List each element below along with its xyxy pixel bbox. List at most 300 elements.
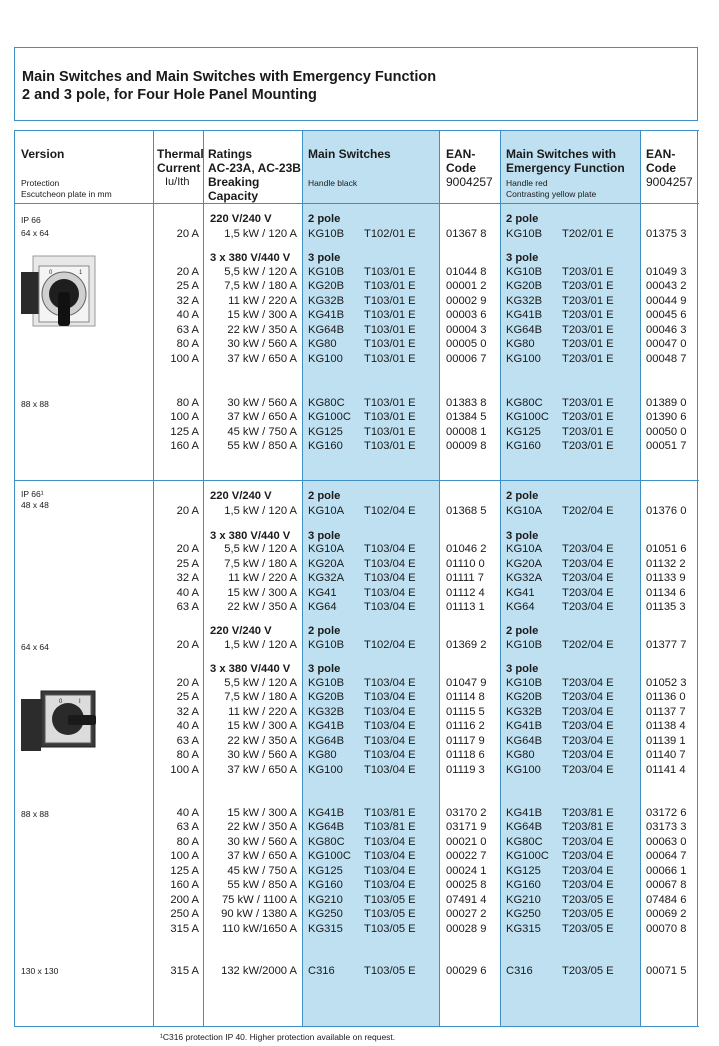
thermal-current: 40 A xyxy=(176,807,199,819)
emergency-switch-type: KG41 xyxy=(506,587,535,599)
main-switch-type: KG64B xyxy=(308,324,345,336)
emergency-switch-code: T203/81 E xyxy=(562,807,614,819)
emergency-switch-code: T203/01 E xyxy=(562,353,614,365)
header-version-sub2: Escutcheon plate in mm xyxy=(21,189,112,199)
thermal-current: 315 A xyxy=(170,965,199,977)
ean-code-2: 03172 6 xyxy=(646,807,687,819)
emergency-switch-code: T203/81 E xyxy=(562,821,614,833)
ean-code-2: 00071 5 xyxy=(646,965,687,977)
emergency-switch-type: KG80C xyxy=(506,397,543,409)
main-switch-code: T103/05 E xyxy=(364,908,416,920)
version-label: 88 x 88 xyxy=(21,809,49,819)
ean-code-2: 00051 7 xyxy=(646,440,687,452)
main-switch-type: KG64 xyxy=(308,601,337,613)
main-switch-type: KG80 xyxy=(308,749,337,761)
header-ean2-1: EAN- xyxy=(646,147,676,161)
emergency-switch-code: T203/04 E xyxy=(562,706,614,718)
emergency-switch-code: T203/01 E xyxy=(562,411,614,423)
ean-code: 01367 8 xyxy=(446,228,487,240)
emergency-switch-type: KG32B xyxy=(506,295,543,307)
ean-code: 01368 5 xyxy=(446,505,487,517)
main-switch-code: T103/04 E xyxy=(364,601,416,613)
thermal-current: 200 A xyxy=(170,894,199,906)
ean-code-2: 01389 0 xyxy=(646,397,687,409)
emergency-switch-type: KG64 xyxy=(506,601,535,613)
thermal-current: 160 A xyxy=(170,440,199,452)
main-switch-code: T103/05 E xyxy=(364,894,416,906)
ean-code: 01119 3 xyxy=(446,764,485,776)
main-switch-type: KG10B xyxy=(308,677,345,689)
rating-value: 45 kW / 750 A xyxy=(227,865,297,877)
ean-code: 00004 3 xyxy=(446,324,487,336)
ean-code: 00024 1 xyxy=(446,865,487,877)
header-version-sub1: Protection xyxy=(21,178,60,188)
thermal-current: 80 A xyxy=(176,836,199,848)
rating-value: 5,5 kW / 120 A xyxy=(224,543,297,555)
rating-value: 132 kW/2000 A xyxy=(221,965,297,977)
main-switch-code: T103/04 E xyxy=(364,677,416,689)
ean-code-2: 01133 9 xyxy=(646,572,686,584)
ean-code: 07491 4 xyxy=(446,894,487,906)
main-switch-code: T103/01 E xyxy=(364,397,416,409)
svg-text:1: 1 xyxy=(79,270,83,276)
version-label: IP 66 xyxy=(21,215,41,225)
main-switch-code: T102/01 E xyxy=(364,228,416,240)
main-switch-code: T103/04 E xyxy=(364,865,416,877)
emergency-switch-code: T203/01 E xyxy=(562,440,614,452)
rating-value: 7,5 kW / 180 A xyxy=(224,691,297,703)
title-line-1: Main Switches and Main Switches with Emergency Function xyxy=(22,69,437,85)
rating-value: 30 kW / 560 A xyxy=(227,836,297,848)
ean-code-2: 01140 7 xyxy=(646,749,686,761)
divider xyxy=(302,130,303,1027)
thermal-current: 125 A xyxy=(170,426,199,438)
pole-heading: 2 pole xyxy=(506,213,539,225)
main-switch-type: KG10A xyxy=(308,505,345,517)
main-switch-code: T103/04 E xyxy=(364,706,416,718)
main-switch-code: T103/01 E xyxy=(364,411,416,423)
main-switch-code: T103/04 E xyxy=(364,691,416,703)
rating-value: 55 kW / 850 A xyxy=(227,879,297,891)
header-version: Version xyxy=(21,147,65,161)
divider xyxy=(15,130,699,131)
ean-code: 01044 8 xyxy=(446,266,487,278)
thermal-current: 125 A xyxy=(170,865,199,877)
switch-photo-48 xyxy=(19,685,101,765)
emergency-switch-code: T203/01 E xyxy=(562,266,614,278)
ean-code: 01114 8 xyxy=(446,691,485,703)
thermal-current: 20 A xyxy=(176,266,199,278)
header-ratings-2: AC-23A, AC-23B xyxy=(208,161,301,175)
divider xyxy=(439,130,440,1027)
ean-code: 01117 9 xyxy=(446,735,485,747)
main-switch-code: T103/05 E xyxy=(364,923,416,935)
ean-code: 01046 2 xyxy=(446,543,487,555)
pole-heading: 3 pole xyxy=(506,663,539,675)
ean-code-2: 00046 3 xyxy=(646,324,687,336)
rating-value: 45 kW / 750 A xyxy=(227,426,297,438)
emergency-switch-code: T203/01 E xyxy=(562,295,614,307)
ean-code-2: 00050 0 xyxy=(646,426,687,438)
main-switch-type: KG64B xyxy=(308,821,345,833)
emergency-switch-type: KG100 xyxy=(506,353,541,365)
main-switch-type: KG10B xyxy=(308,639,345,651)
ean-code: 00003 6 xyxy=(446,309,487,321)
main-switch-code: T103/04 E xyxy=(364,735,416,747)
main-switch-code: T103/01 E xyxy=(364,426,416,438)
title-line-2: 2 and 3 pole, for Four Hole Panel Mounting xyxy=(22,87,317,103)
thermal-current: 32 A xyxy=(176,706,199,718)
emergency-switch-type: KG80C xyxy=(506,836,543,848)
main-switch-type: KG80C xyxy=(308,397,345,409)
rating-value: 5,5 kW / 120 A xyxy=(224,266,297,278)
pole-heading: 3 pole xyxy=(308,252,341,264)
ean-code: 01369 2 xyxy=(446,639,487,651)
main-switch-type: KG20B xyxy=(308,280,345,292)
pole-heading: 3 pole xyxy=(506,530,539,542)
main-switch-code: T103/01 E xyxy=(364,440,416,452)
emergency-switch-code: T202/04 E xyxy=(562,505,614,517)
thermal-current: 100 A xyxy=(170,353,199,365)
ean-code: 01116 2 xyxy=(446,720,485,732)
header-main-sub: Handle black xyxy=(308,178,358,188)
emergency-switch-type: KG10B xyxy=(506,266,543,278)
main-switch-type: KG80C xyxy=(308,836,345,848)
thermal-current: 160 A xyxy=(170,879,199,891)
emergency-switch-type: KG100C xyxy=(506,850,549,862)
rating-value: 37 kW / 650 A xyxy=(227,353,297,365)
emergency-switch-code: T203/01 E xyxy=(562,280,614,292)
emergency-switch-type: KG100C xyxy=(506,411,549,423)
rating-value: 15 kW / 300 A xyxy=(227,807,297,819)
main-switch-type: KG64B xyxy=(308,735,345,747)
thermal-current: 100 A xyxy=(170,411,199,423)
main-switch-type: KG125 xyxy=(308,426,343,438)
main-switch-code: T103/01 E xyxy=(364,338,416,350)
ean-code-2: 00063 0 xyxy=(646,836,687,848)
svg-text:0: 0 xyxy=(49,270,53,276)
main-switch-code: T103/04 E xyxy=(364,836,416,848)
main-switch-code: T103/04 E xyxy=(364,543,416,555)
svg-text:0: 0 xyxy=(59,699,63,705)
emergency-switch-code: T202/04 E xyxy=(562,639,614,651)
main-switch-code: T103/01 E xyxy=(364,280,416,292)
ean-code: 01113 1 xyxy=(446,601,485,613)
ean-code: 00001 2 xyxy=(446,280,487,292)
rating-value: 15 kW / 300 A xyxy=(227,309,297,321)
ean-code-2: 00043 2 xyxy=(646,280,687,292)
product-table xyxy=(14,130,698,1027)
pole-heading: 2 pole xyxy=(308,490,341,502)
ean-code-2: 01138 4 xyxy=(646,720,686,732)
ean-code: 01383 8 xyxy=(446,397,487,409)
ean-code-2: 00067 8 xyxy=(646,879,687,891)
main-switch-code: T103/04 E xyxy=(364,587,416,599)
emergency-switch-type: KG125 xyxy=(506,426,541,438)
ean-code-2: 00045 6 xyxy=(646,309,687,321)
header-ean-2: Code xyxy=(446,161,476,175)
thermal-current: 40 A xyxy=(176,587,199,599)
main-switch-type: KG41B xyxy=(308,807,345,819)
emergency-switch-type: KG41B xyxy=(506,309,543,321)
thermal-current: 63 A xyxy=(176,735,199,747)
main-switch-type: KG41B xyxy=(308,720,345,732)
thermal-current: 20 A xyxy=(176,228,199,240)
emergency-switch-code: T203/04 E xyxy=(562,735,614,747)
ean-code-2: 00047 0 xyxy=(646,338,687,350)
ean-code-2: 01141 4 xyxy=(646,764,686,776)
main-switch-type: KG10A xyxy=(308,543,345,555)
ean-code: 01118 6 xyxy=(446,749,485,761)
emergency-switch-type: KG250 xyxy=(506,908,541,920)
main-switch-type: KG41B xyxy=(308,309,345,321)
rating-value: 15 kW / 300 A xyxy=(227,720,297,732)
pole-heading: 2 pole xyxy=(506,625,539,637)
thermal-current: 40 A xyxy=(176,309,199,321)
main-switch-type: KG10B xyxy=(308,228,345,240)
ean-code: 00022 7 xyxy=(446,850,487,862)
emergency-switch-type: KG10B xyxy=(506,639,543,651)
thermal-current: 32 A xyxy=(176,295,199,307)
main-switch-type: KG32A xyxy=(308,572,345,584)
ean-code: 01110 0 xyxy=(446,558,485,570)
pole-heading: 2 pole xyxy=(308,213,341,225)
emergency-switch-code: T203/05 E xyxy=(562,908,614,920)
header-emergency-sub1: Handle red xyxy=(506,178,548,188)
thermal-current: 80 A xyxy=(176,338,199,350)
rating-value: 30 kW / 560 A xyxy=(227,749,297,761)
emergency-switch-type: KG10B xyxy=(506,677,543,689)
thermal-current: 315 A xyxy=(170,923,199,935)
rating-value: 22 kW / 350 A xyxy=(227,821,297,833)
main-switch-type: KG41 xyxy=(308,587,337,599)
emergency-switch-type: KG32B xyxy=(506,706,543,718)
thermal-current: 63 A xyxy=(176,601,199,613)
main-switch-code: T103/04 E xyxy=(364,720,416,732)
ean-code-2: 00044 9 xyxy=(646,295,687,307)
emergency-switch-code: T203/04 E xyxy=(562,601,614,613)
version-label: 130 x 130 xyxy=(21,966,59,976)
ean-code-2: 01375 3 xyxy=(646,228,687,240)
rating-value: 11 kW / 220 A xyxy=(228,706,297,718)
header-thermal-1: Thermal xyxy=(157,147,204,161)
ean-code-2: 01049 3 xyxy=(646,266,687,278)
main-switch-code: T103/01 E xyxy=(364,266,416,278)
header-ean2-2: Code xyxy=(646,161,676,175)
ean-code: 01047 9 xyxy=(446,677,487,689)
ean-code: 01112 4 xyxy=(446,587,485,599)
pole-heading: 3 pole xyxy=(308,530,341,542)
thermal-current: 20 A xyxy=(176,677,199,689)
ean-code-2: 00066 1 xyxy=(646,865,687,877)
emergency-switch-code: T203/05 E xyxy=(562,894,614,906)
voltage-heading: 3 x 380 V/440 V xyxy=(210,530,291,542)
rating-value: 55 kW / 850 A xyxy=(227,440,297,452)
emergency-switch-code: T203/04 E xyxy=(562,587,614,599)
voltage-heading: 3 x 380 V/440 V xyxy=(210,252,291,264)
main-switch-type: KG10B xyxy=(308,266,345,278)
rating-value: 22 kW / 350 A xyxy=(227,735,297,747)
header-ratings-4: Capacity xyxy=(208,189,259,203)
main-switch-code: T103/05 E xyxy=(364,965,416,977)
emergency-switch-type: KG41B xyxy=(506,720,543,732)
emergency-switch-code: T203/05 E xyxy=(562,923,614,935)
ean-code: 00021 0 xyxy=(446,836,487,848)
rating-value: 15 kW / 300 A xyxy=(227,587,297,599)
divider xyxy=(640,130,641,1027)
divider xyxy=(203,130,204,1027)
thermal-current: 25 A xyxy=(176,280,199,292)
thermal-current: 20 A xyxy=(176,543,199,555)
ean-code-2: 00064 7 xyxy=(646,850,687,862)
thermal-current: 20 A xyxy=(176,505,199,517)
emergency-switch-code: T203/04 E xyxy=(562,558,614,570)
header-ean-3: 9004257 xyxy=(446,175,493,189)
version-label: 64 x 64 xyxy=(21,228,49,238)
rating-value: 1,5 kW / 120 A xyxy=(224,639,297,651)
pole-heading: 3 pole xyxy=(308,663,341,675)
header-main: Main Switches xyxy=(308,147,391,161)
ean-code: 00009 8 xyxy=(446,440,487,452)
rating-value: 75 kW / 1100 A xyxy=(221,894,297,906)
main-switch-type: KG160 xyxy=(308,879,343,891)
thermal-current: 80 A xyxy=(176,397,199,409)
emergency-switch-code: T203/04 E xyxy=(562,749,614,761)
header-ean-1: EAN- xyxy=(446,147,476,161)
main-switch-type: KG100 xyxy=(308,353,343,365)
emergency-switch-type: C316 xyxy=(506,965,533,977)
ean-code-2: 01052 3 xyxy=(646,677,687,689)
main-switch-type: KG250 xyxy=(308,908,343,920)
voltage-heading: 3 x 380 V/440 V xyxy=(210,663,291,675)
ean-code: 01384 5 xyxy=(446,411,487,423)
main-switch-code: T103/04 E xyxy=(364,749,416,761)
ean-code: 00008 1 xyxy=(446,426,487,438)
emergency-switch-code: T203/01 E xyxy=(562,338,614,350)
ean-code: 00028 9 xyxy=(446,923,487,935)
header-thermal-3: Iu/Ith xyxy=(165,176,190,188)
divider xyxy=(15,480,699,481)
main-switch-code: T103/81 E xyxy=(364,821,416,833)
emergency-switch-code: T203/04 E xyxy=(562,764,614,776)
main-switch-code: T103/04 E xyxy=(364,879,416,891)
ean-code: 00025 8 xyxy=(446,879,487,891)
divider xyxy=(153,130,154,1027)
main-switch-type: KG32B xyxy=(308,706,345,718)
emergency-switch-type: KG100 xyxy=(506,764,541,776)
ean-code-2: 01390 6 xyxy=(646,411,687,423)
rating-value: 37 kW / 650 A xyxy=(227,411,297,423)
main-switch-type: KG80 xyxy=(308,338,337,350)
voltage-heading: 220 V/240 V xyxy=(210,213,272,225)
emergency-switch-code: T203/04 E xyxy=(562,879,614,891)
thermal-current: 250 A xyxy=(170,908,199,920)
main-switch-code: T102/04 E xyxy=(364,639,416,651)
ean-code: 00029 6 xyxy=(446,965,487,977)
thermal-current: 100 A xyxy=(170,850,199,862)
main-switch-type: KG32B xyxy=(308,295,345,307)
ean-code-2: 01137 7 xyxy=(646,706,686,718)
rating-value: 11 kW / 220 A xyxy=(228,572,297,584)
main-switch-code: T102/04 E xyxy=(364,505,416,517)
divider xyxy=(15,203,699,204)
ean-code: 00027 2 xyxy=(446,908,487,920)
thermal-current: 32 A xyxy=(176,572,199,584)
header-emergency-sub2: Contrasting yellow plate xyxy=(506,189,597,199)
ean-code: 01111 7 xyxy=(446,572,484,584)
main-switch-type: KG20A xyxy=(308,558,345,570)
emergency-switch-code: T203/04 E xyxy=(562,572,614,584)
main-switch-code: T103/04 E xyxy=(364,558,416,570)
version-label: 88 x 88 xyxy=(21,399,49,409)
main-switch-code: T103/01 E xyxy=(364,295,416,307)
pole-heading: 2 pole xyxy=(308,625,341,637)
emergency-switch-type: KG160 xyxy=(506,440,541,452)
emergency-switch-type: KG64B xyxy=(506,821,543,833)
emergency-switch-type: KG10A xyxy=(506,505,543,517)
emergency-switch-code: T203/04 E xyxy=(562,691,614,703)
emergency-switch-type: KG20A xyxy=(506,558,543,570)
thermal-current: 25 A xyxy=(176,558,199,570)
thermal-current: 20 A xyxy=(176,639,199,651)
ean-code-2: 01376 0 xyxy=(646,505,687,517)
rating-value: 30 kW / 560 A xyxy=(227,397,297,409)
emergency-switch-code: T203/01 E xyxy=(562,397,614,409)
emergency-switch-type: KG210 xyxy=(506,894,541,906)
main-switch-type: KG210 xyxy=(308,894,343,906)
main-switch-type: KG100C xyxy=(308,411,351,423)
main-switch-code: T103/01 E xyxy=(364,324,416,336)
rating-value: 1,5 kW / 120 A xyxy=(224,228,297,240)
emergency-switch-type: KG315 xyxy=(506,923,541,935)
thermal-current: 63 A xyxy=(176,324,199,336)
main-switch-code: T103/04 E xyxy=(364,764,416,776)
emergency-switch-code: T203/01 E xyxy=(562,426,614,438)
emergency-switch-code: T203/01 E xyxy=(562,309,614,321)
rating-value: 22 kW / 350 A xyxy=(227,324,297,336)
header-ean2-3: 9004257 xyxy=(646,175,693,189)
emergency-switch-code: T203/04 E xyxy=(562,836,614,848)
emergency-switch-type: KG64B xyxy=(506,735,543,747)
ean-code-2: 01134 6 xyxy=(646,587,686,599)
main-switch-type: C316 xyxy=(308,965,335,977)
ean-code: 03171 9 xyxy=(446,821,487,833)
main-switch-code: T103/01 E xyxy=(364,309,416,321)
emergency-switch-code: T202/01 E xyxy=(562,228,614,240)
rating-value: 7,5 kW / 180 A xyxy=(224,558,297,570)
main-switch-type: KG160 xyxy=(308,440,343,452)
thermal-current: 80 A xyxy=(176,749,199,761)
ean-code: 00006 7 xyxy=(446,353,487,365)
rating-value: 5,5 kW / 120 A xyxy=(224,677,297,689)
rating-value: 1,5 kW / 120 A xyxy=(224,505,297,517)
emergency-switch-code: T203/04 E xyxy=(562,850,614,862)
rating-value: 7,5 kW / 180 A xyxy=(224,280,297,292)
ean-code: 00002 9 xyxy=(446,295,487,307)
main-switch-type: KG100 xyxy=(308,764,343,776)
main-switch-type: KG125 xyxy=(308,865,343,877)
main-switch-code: T103/04 E xyxy=(364,850,416,862)
ean-code-2: 01132 2 xyxy=(646,558,686,570)
ean-code-2: 01377 7 xyxy=(646,639,687,651)
emergency-switch-type: KG10A xyxy=(506,543,543,555)
divider xyxy=(15,1026,699,1027)
emergency-switch-type: KG20B xyxy=(506,691,543,703)
thermal-current: 25 A xyxy=(176,691,199,703)
thermal-current: 100 A xyxy=(170,764,199,776)
divider xyxy=(500,130,501,1027)
emergency-switch-type: KG160 xyxy=(506,879,541,891)
